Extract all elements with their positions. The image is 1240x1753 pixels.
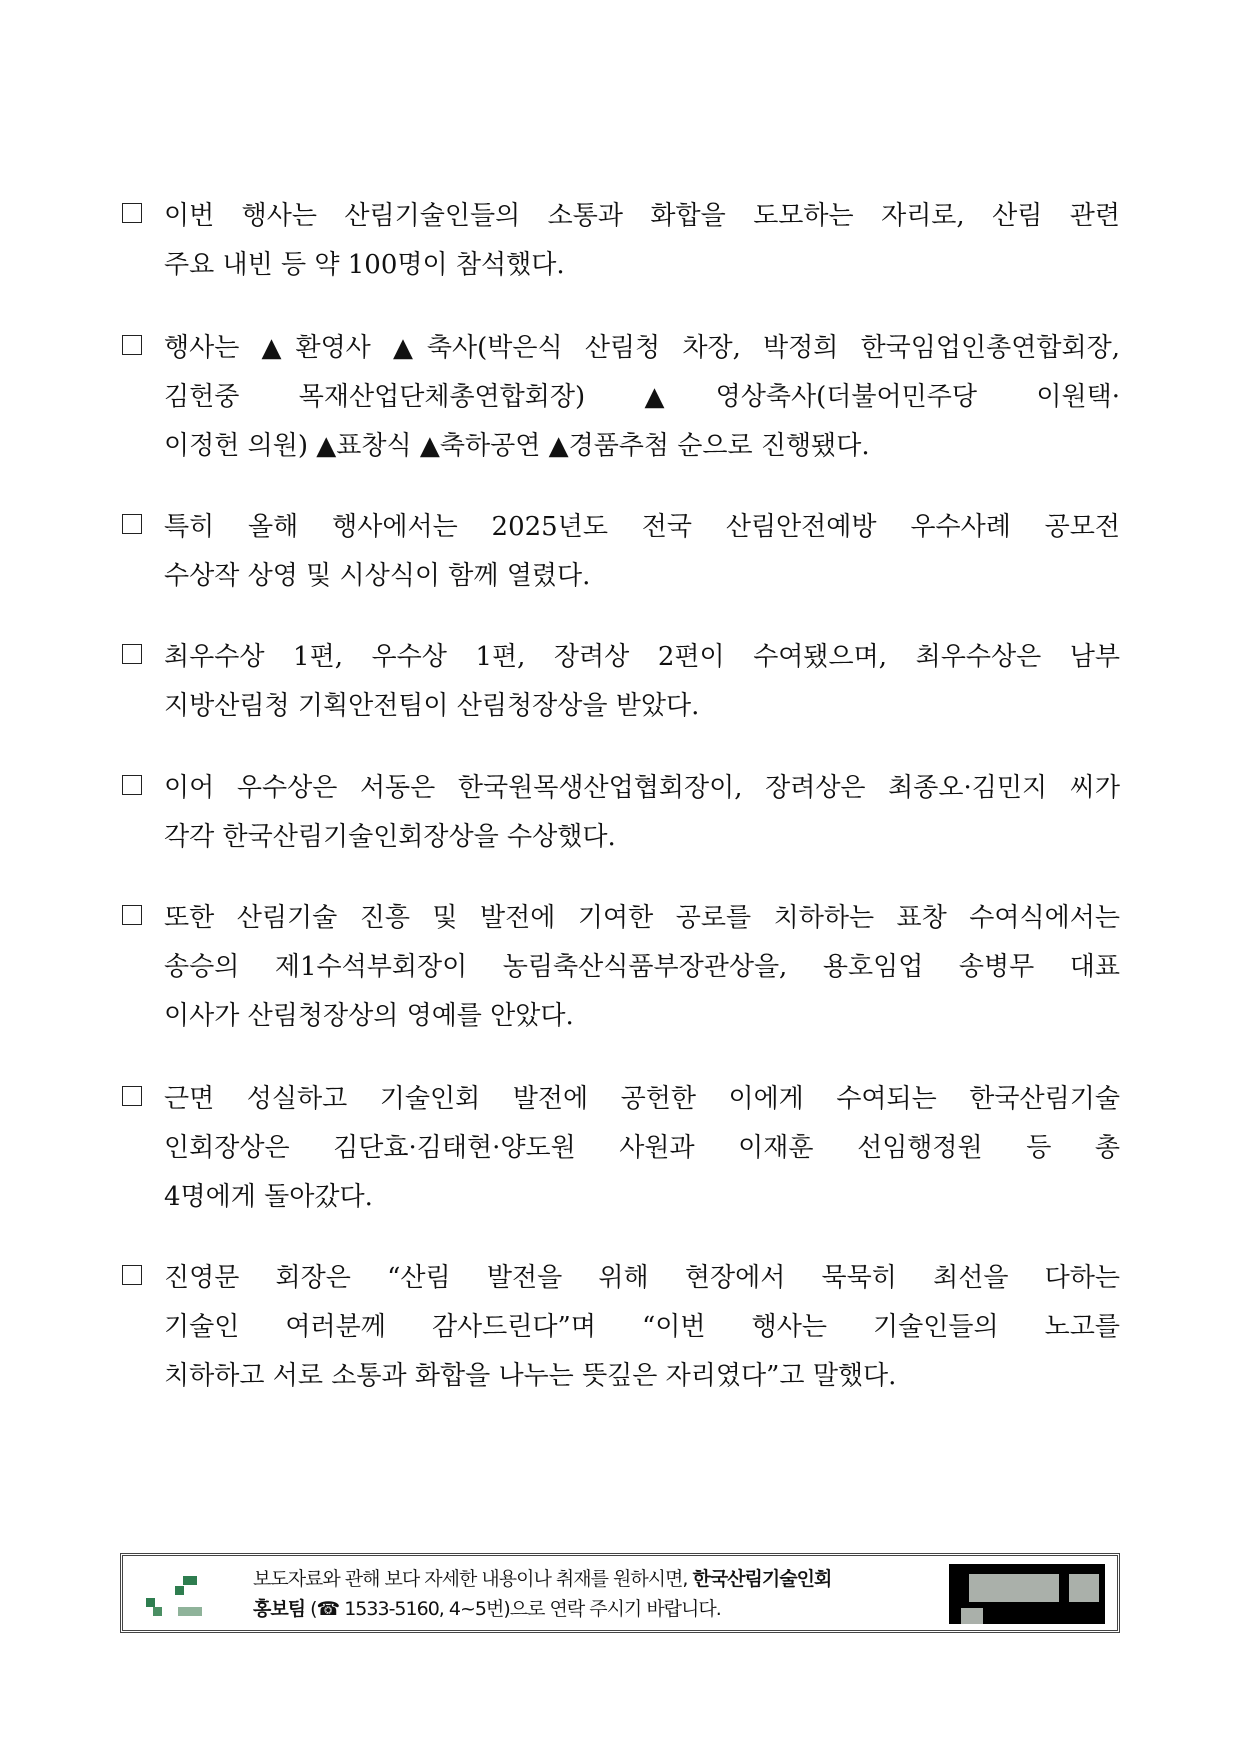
paragraph	[120, 503, 1120, 601]
paragraph-line: 인회장상은 김단효·김태현·양도원 사원과 이재훈 선임행정원 등 총	[164, 1133, 1120, 1163]
paragraph-line: 주요 내빈 등 약 100명이 참석했다.	[164, 250, 565, 280]
paragraph-line: 또한 산림기술 진흥 및 발전에 기여한 공로를 치하하는 표창 수여식에서는	[164, 903, 1120, 933]
paragraph-line: 근면 성실하고 기술인회 발전에 공헌한 이에게 수여되는 한국산림기술	[164, 1084, 1120, 1114]
paragraph-line: 특히 올해 행사에서는 2025년도 전국 산림안전예방 우수사례 공모전	[164, 512, 1120, 542]
contact-phone: (☎ 1533-5160, 4~5번)으로 연락 주시기 바랍니다.	[305, 1598, 721, 1620]
paragraph	[120, 764, 1120, 862]
paragraph-line: 진영문 회장은 “산림 발전을 위해 현장에서 묵묵히 최선을 다하는	[164, 1263, 1120, 1293]
checkbox-bullet-icon	[122, 1265, 142, 1285]
checkbox-bullet-icon	[122, 514, 142, 534]
paragraph-line: 각각 한국산림기술인회장상을 수상했다.	[164, 822, 616, 852]
checkbox-bullet-icon	[122, 1086, 142, 1106]
paragraph-line: 이사가 산림청장상의 영예를 안았다.	[164, 1001, 574, 1031]
paragraph-line: 수상작 상영 및 시상식이 함께 열렸다.	[164, 561, 591, 591]
paragraph-line: 송승의 제1수석부회장이 농림축산식품부장관상을, 용호임업 송병무 대표	[164, 952, 1120, 982]
paragraph	[120, 894, 1120, 1041]
paragraph	[120, 192, 1120, 290]
paragraph-line: 기술인 여러분께 감사드린다”며 “이번 행사는 기술인들의 노고를	[164, 1312, 1120, 1342]
checkbox-bullet-icon	[122, 203, 142, 223]
paragraph	[120, 1254, 1120, 1401]
organization-name: 한국산림기술인회	[692, 1568, 832, 1590]
paragraph-line: 행사는 ▲환영사 ▲축사(박은식 산림청 차장, 박정희 한국임업인총연합회장,	[164, 333, 1120, 363]
checkbox-bullet-icon	[122, 775, 142, 795]
qr-code[interactable]	[949, 1564, 1105, 1624]
contact-text	[253, 1564, 831, 1624]
paragraph	[120, 633, 1120, 731]
checkbox-bullet-icon	[122, 644, 142, 664]
paragraph	[120, 324, 1120, 471]
organization-logo	[143, 1568, 223, 1622]
checkbox-bullet-icon	[122, 335, 142, 355]
paragraph-line: 지방산림청 기획안전팀이 산림청장상을 받았다.	[164, 691, 700, 721]
team-name: 홍보팀	[253, 1598, 306, 1620]
checkbox-bullet-icon	[122, 905, 142, 925]
paragraph-line: 4명에게 돌아갔다.	[164, 1182, 373, 1212]
paragraph-line: 치하하고 서로 소통과 화합을 나누는 뜻깊은 자리였다”고 말했다.	[164, 1361, 897, 1391]
paragraph-line: 이번 행사는 산림기술인들의 소통과 화합을 도모하는 자리로, 산림 관련	[164, 201, 1120, 231]
paragraph-line: 이어 우수상은 서동은 한국원목생산업협회장이, 장려상은 최종오·김민지 씨가	[164, 773, 1120, 803]
paragraph-line: 이정헌 의원) ▲표창식 ▲축하공연 ▲경품추첨 순으로 진행됐다.	[164, 431, 870, 461]
paragraph-line: 김헌중 목재산업단체총연합회장) ▲영상축사(더불어민주당 이원택·	[164, 382, 1120, 412]
contact-footer-box	[120, 1553, 1120, 1633]
paragraph-line: 최우수상 1편, 우수상 1편, 장려상 2편이 수여됐으며, 최우수상은 남부	[164, 642, 1120, 672]
paragraph	[120, 1075, 1120, 1222]
contact-line-1: 보도자료와 관해 보다 자세한 내용이나 취재를 원하시면,	[253, 1568, 693, 1590]
